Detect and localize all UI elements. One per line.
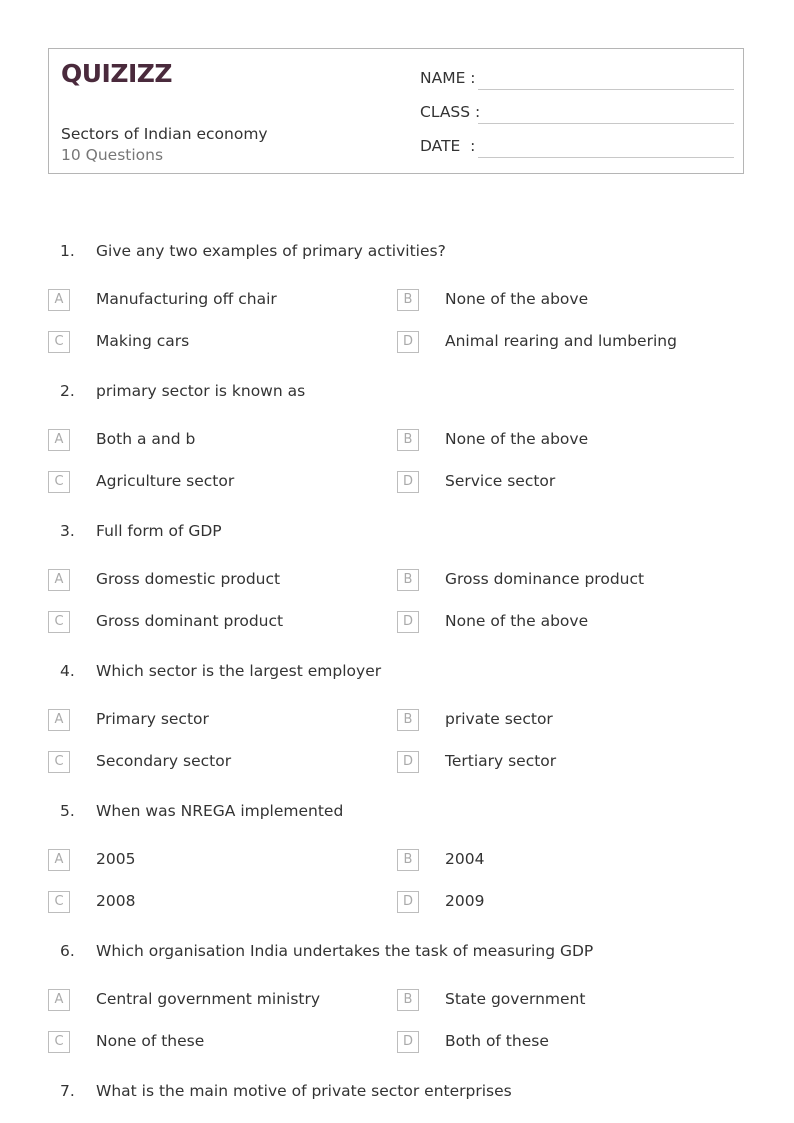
option-c-checkbox[interactable]: C [48, 331, 70, 353]
class-label: CLASS : [420, 103, 481, 121]
question-text: primary sector is known as [96, 382, 306, 400]
option-c-checkbox[interactable]: C [48, 891, 70, 913]
question-text: Which sector is the largest employer [96, 662, 382, 680]
question-number: 6. [60, 942, 75, 960]
option-a-checkbox[interactable]: A [48, 709, 70, 731]
question-number: 5. [60, 802, 75, 820]
option-c-text: Agriculture sector [96, 472, 235, 490]
option-b-checkbox[interactable]: B [397, 989, 419, 1011]
option-b-checkbox[interactable]: B [397, 289, 419, 311]
question-number: 3. [60, 522, 75, 540]
option-b-text: Gross dominance product [445, 570, 645, 588]
option-b-text: None of the above [445, 430, 589, 448]
option-d-checkbox[interactable]: D [397, 751, 419, 773]
option-b-checkbox[interactable]: B [397, 569, 419, 591]
worksheet-header [48, 48, 744, 174]
option-c-text: Secondary sector [96, 752, 232, 770]
option-d-text: Animal rearing and lumbering [445, 332, 677, 350]
option-a-checkbox[interactable]: A [48, 849, 70, 871]
option-a-text: Primary sector [96, 710, 209, 728]
date-line[interactable] [478, 157, 734, 158]
option-c-checkbox[interactable]: C [48, 471, 70, 493]
option-c-text: Gross dominant product [96, 612, 284, 630]
question-text: Which organisation India undertakes the task of measuring GDP [96, 942, 594, 960]
option-a-checkbox[interactable]: A [48, 289, 70, 311]
name-line[interactable] [478, 89, 734, 90]
worksheet-title: Sectors of Indian economy [61, 125, 268, 143]
question-text: Give any two examples of primary activities? [96, 242, 446, 260]
option-d-text: Both of these [445, 1032, 549, 1050]
option-d-text: 2009 [445, 892, 485, 910]
question-number: 4. [60, 662, 75, 680]
question-text: When was NREGA implemented [96, 802, 344, 820]
option-d-text: None of the above [445, 612, 589, 630]
option-c-text: None of these [96, 1032, 205, 1050]
option-d-checkbox[interactable]: D [397, 1031, 419, 1053]
class-line[interactable] [478, 123, 734, 124]
question-number: 2. [60, 382, 75, 400]
option-d-checkbox[interactable]: D [397, 331, 419, 353]
question-text: Full form of GDP [96, 522, 222, 540]
option-c-checkbox[interactable]: C [48, 611, 70, 633]
question-number: 1. [60, 242, 75, 260]
option-b-checkbox[interactable]: B [397, 709, 419, 731]
option-b-text: 2004 [445, 850, 485, 868]
quizizz-logo: QUIZIZZ [61, 59, 173, 88]
option-d-checkbox[interactable]: D [397, 471, 419, 493]
option-d-text: Tertiary sector [445, 752, 557, 770]
option-b-checkbox[interactable]: B [397, 429, 419, 451]
question-count: 10 Questions [61, 146, 164, 164]
option-a-text: Both a and b [96, 430, 196, 448]
option-b-text: private sector [445, 710, 553, 728]
question-number: 7. [60, 1082, 75, 1100]
option-a-text: Manufacturing off chair [96, 290, 277, 308]
option-c-checkbox[interactable]: C [48, 751, 70, 773]
option-c-text: 2008 [96, 892, 136, 910]
option-a-checkbox[interactable]: A [48, 429, 70, 451]
option-b-text: State government [445, 990, 586, 1008]
option-a-text: Gross domestic product [96, 570, 281, 588]
option-d-checkbox[interactable]: D [397, 611, 419, 633]
option-a-checkbox[interactable]: A [48, 569, 70, 591]
option-b-text: None of the above [445, 290, 589, 308]
option-d-text: Service sector [445, 472, 556, 490]
option-c-checkbox[interactable]: C [48, 1031, 70, 1053]
option-a-text: Central government ministry [96, 990, 321, 1008]
option-d-checkbox[interactable]: D [397, 891, 419, 913]
option-b-checkbox[interactable]: B [397, 849, 419, 871]
question-text: What is the main motive of private sector enterprises [96, 1082, 512, 1100]
option-c-text: Making cars [96, 332, 190, 350]
option-a-text: 2005 [96, 850, 136, 868]
option-a-checkbox[interactable]: A [48, 989, 70, 1011]
name-label: NAME : [420, 69, 476, 87]
date-label: DATE : [420, 137, 476, 155]
